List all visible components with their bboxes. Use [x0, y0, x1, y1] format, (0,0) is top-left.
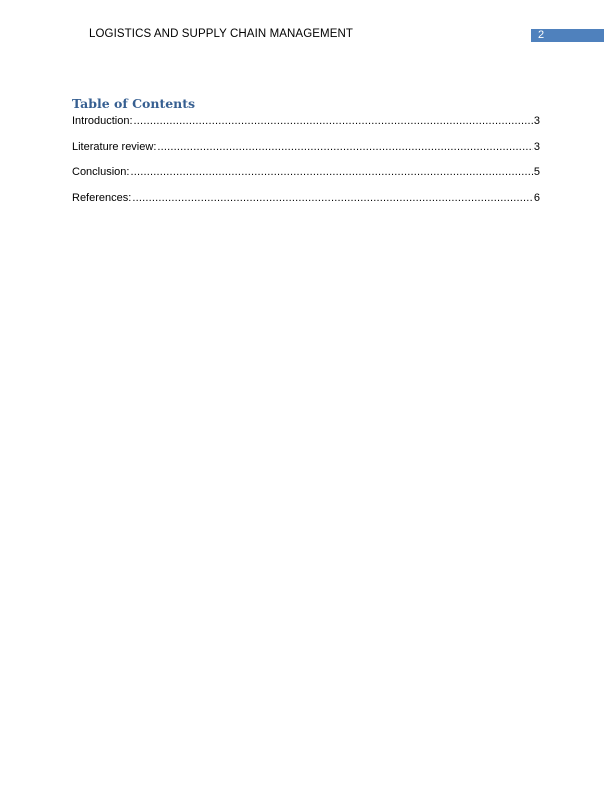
- toc-list: [72, 115, 540, 218]
- toc-entry-references[interactable]: [72, 192, 540, 205]
- toc-entry-page: 6: [533, 192, 540, 205]
- toc-entry-label: Introduction:: [72, 115, 133, 127]
- toc-heading: Table of Contents: [72, 96, 196, 111]
- toc-entry-conclusion[interactable]: [72, 166, 540, 179]
- toc-entry-literature-review[interactable]: [72, 141, 540, 154]
- toc-entry-page: 3: [533, 115, 540, 127]
- toc-entry-page: 5: [533, 166, 540, 179]
- toc-entry-label: Literature review:: [72, 140, 157, 153]
- toc-dot-leader: [134, 115, 533, 127]
- toc-dot-leader: [157, 141, 533, 153]
- page-number-badge: [531, 29, 604, 42]
- toc-entry-label: References:: [72, 192, 132, 205]
- running-header-title: LOGISTICS AND SUPPLY CHAIN MANAGEMENT: [89, 28, 353, 40]
- page-number: 2: [538, 29, 545, 41]
- toc-entry-label: Conclusion:: [72, 166, 130, 179]
- toc-dot-leader: [132, 192, 533, 204]
- toc-entry-introduction[interactable]: [72, 115, 540, 128]
- toc-dot-leader: [130, 166, 532, 178]
- toc-entry-page: 3: [533, 140, 540, 153]
